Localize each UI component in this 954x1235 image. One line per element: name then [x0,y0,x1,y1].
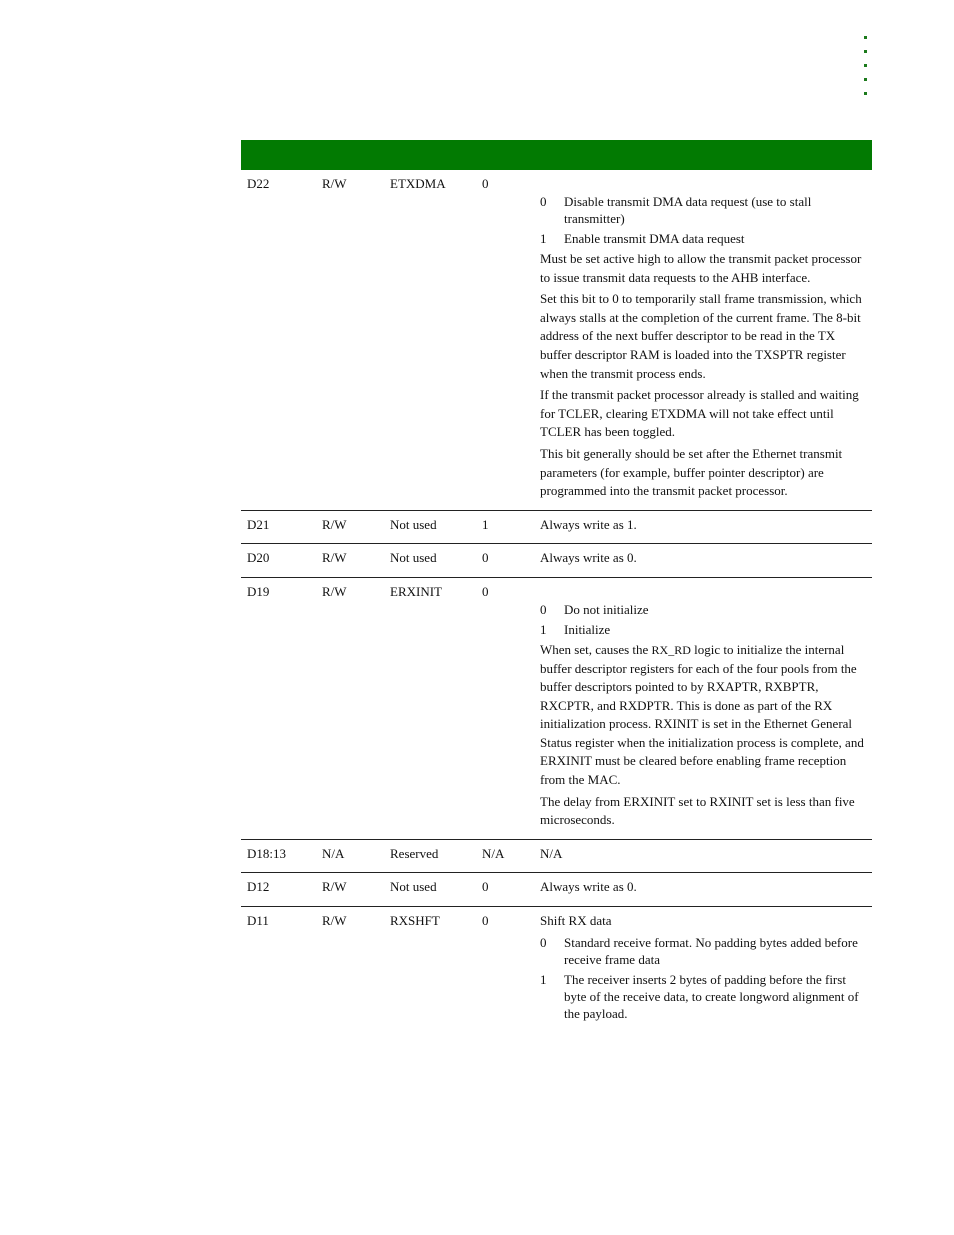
reset-cell: 0 [482,913,489,929]
table-row [241,170,872,511]
register-bit-table [241,170,872,1031]
paragraph-text: logic to initialize the internal buffer descriptor registers for each of the four pools from the buffer descriptors pointed to by RXAPTR, RXBPTR, RXCPTR, and RXDPTR. This is done as part of the RX initialization process. RXINIT is set in the Ethernet General Status register when the initialization process is complete, and ERXINIT must be cleared before enabling frame reception from the MAC. [540,641,864,788]
enum-item [540,934,866,968]
mnemonic-cell: Not used [390,516,437,532]
bits-cell: D19 [247,583,270,599]
description-paragraph: Always write as 0. [540,879,637,895]
description-paragraph: Set this bit to 0 to temporarily stall frame transmission, which always stalls at the completion of the current frame. The 8-bit address of the next buffer descriptor to be read in the TX buffer descriptor RAM is loaded into the TXSPTR register when the transmit process ends. [540,291,862,381]
description-paragraph: Always write as 0. [540,550,637,566]
enum-item [540,971,866,1022]
table-header-bar [241,140,872,170]
enum-value: 0 [540,934,547,950]
enum-text: Disable transmit DMA data request (use to stall transmitter) [564,194,812,226]
enum-value: 1 [540,621,547,637]
dot-marker [864,50,867,53]
access-cell: R/W [322,176,347,191]
mnemonic-cell: ERXINIT [390,583,442,599]
description-paragraph: N/A [540,845,563,861]
description-cell [540,878,866,897]
description-cell [540,549,866,568]
enum-item [540,230,866,247]
description-cell [540,845,866,864]
access-cell: R/W [322,879,347,895]
bits-cell: D18:13 [247,845,286,861]
reset-cell: 0 [482,550,489,566]
description-cell [540,912,866,1022]
enum-value: 0 [540,194,547,209]
description-paragraph: Always write as 1. [540,516,637,532]
enum-item [540,621,866,638]
description-paragraph: If the transmit packet processor already is stalled and waiting for TCLER, clearing ETXDMA will not take effect until TCLER has been toggled. [540,387,859,440]
table-row [241,544,872,578]
enum-text: Enable transmit DMA data request [564,231,745,246]
table-row [241,907,872,1031]
reset-cell: N/A [482,845,505,861]
access-cell: R/W [322,550,347,566]
enum-text: Do not initialize [564,601,649,617]
description-cell [540,583,866,830]
reset-cell: 0 [482,879,489,895]
paragraph-text: When set, causes the [540,641,652,657]
enum-value: 1 [540,971,547,987]
table-row [241,578,872,840]
description-paragraph: This bit generally should be set after the Ethernet transmit parameters (for example, buffer pointer descriptor) are programmed into the transmit packet processor. [540,445,843,499]
mnemonic-cell: Not used [390,550,437,566]
access-cell: N/A [322,845,345,861]
description-paragraph [540,641,866,790]
table-row [241,873,872,907]
access-cell: R/W [322,913,347,929]
bits-cell: D20 [247,550,270,566]
margin-dot-markers [864,36,870,106]
description-paragraph: Must be set active high to allow the transmit packet processor to issue transmit data requests to the AHB interface. [540,251,862,285]
enum-item [540,193,866,227]
table-row [241,840,872,874]
mnemonic-cell: Reserved [390,845,439,861]
reset-cell: 0 [482,583,489,599]
enum-text: Initialize [564,621,611,637]
mnemonic-cell: ETXDMA [390,176,446,191]
reset-cell: 1 [482,516,489,532]
access-cell: R/W [322,583,347,599]
dot-marker [864,78,867,81]
enum-text: Standard receive format. No padding bytes added before receive frame data [564,934,858,967]
signal-name: RX_RD [651,642,691,657]
bits-cell: D21 [247,516,270,532]
description-paragraph: The delay from ERXINIT set to RXINIT set is less than five microseconds. [540,793,855,828]
description-title: Shift RX data [540,913,612,929]
bits-cell: D22 [247,176,270,191]
mnemonic-cell: Not used [390,879,437,895]
table-row [241,511,872,545]
mnemonic-cell: RXSHFT [390,913,440,929]
reset-cell: 0 [482,176,489,191]
enum-text: The receiver inserts 2 bytes of padding before the first byte of the receive data, to create longword alignment of the payload. [564,971,859,1021]
enum-value: 0 [540,601,547,617]
dot-marker [864,92,867,95]
enum-item [540,601,866,618]
bits-cell: D12 [247,879,270,895]
description-cell [540,516,866,535]
bits-cell: D11 [247,913,269,929]
dot-marker [864,64,867,67]
dot-marker [864,36,867,39]
description-cell [540,175,866,501]
enum-value: 1 [540,231,547,246]
access-cell: R/W [322,516,347,532]
